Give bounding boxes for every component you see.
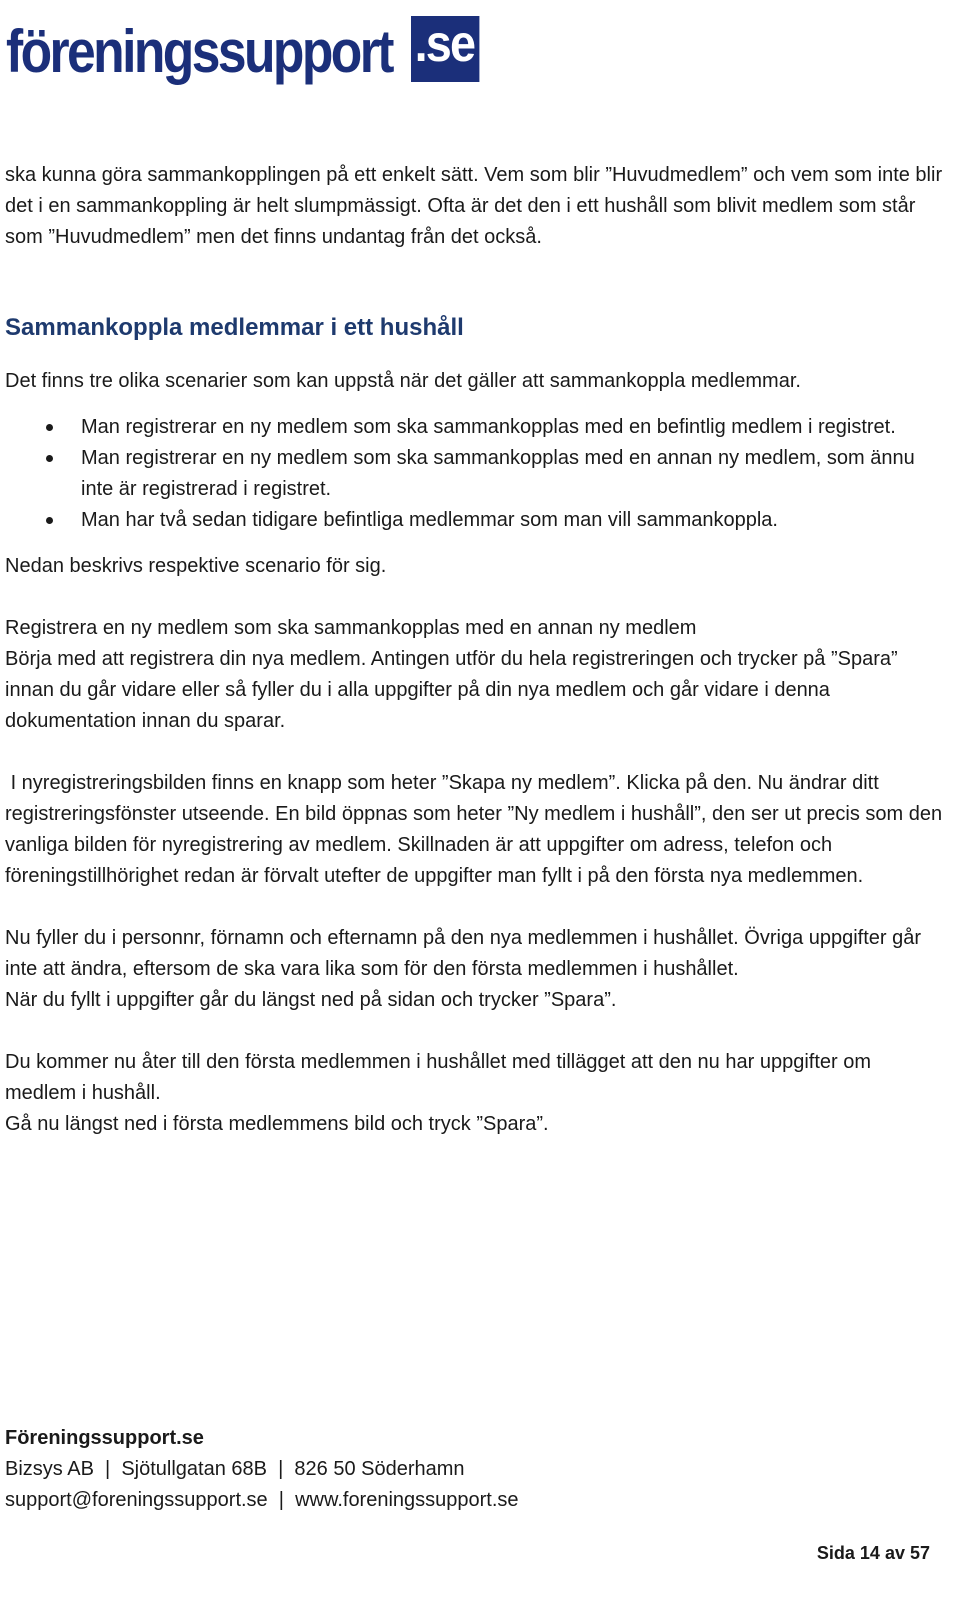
paragraph: I nyregistreringsbilden finns en knapp som heter ”Skapa ny medlem”. Klicka på den. Nu ändrar ditt registreringsfönster utseende. En bild öppnas som heter ”Ny medlem i hushåll”, den ser ut precis som den vanliga bilden för nyregistrering av medlem. Skillnaden är att uppgifter om adress, telefon och föreningstillhörighet redan är förvalt utefter de uppgifter man fyllt i på den första nya medlemmen.: [5, 772, 948, 887]
logo-se-box: .se: [411, 16, 480, 82]
logo-wordmark: föreningssupport: [6, 18, 392, 85]
bullet-icon: [46, 424, 53, 431]
spacer: [5, 582, 945, 613]
after-list-paragraph: Nedan beskrivs respektive scenario för sig.: [5, 555, 387, 577]
page-footer: [5, 1423, 945, 1516]
paragraph: Nu fyller du i personnr, förnamn och efternamn på den nya medlemmen i hushållet. Övriga uppgifter går inte att ändra, eftersom de ska vara lika som för den första medlemmen i hushållet.: [5, 927, 922, 980]
bullet-icon: [46, 517, 53, 524]
bullet-icon: [46, 455, 53, 462]
foreningssupport-logo: [6, 2, 474, 85]
list-item-text: Man registrerar en ny medlem som ska sammankopplas med en befintlig medlem i registret.: [81, 416, 896, 438]
section-heading: Sammankoppla medlemmar i ett hushåll: [5, 314, 464, 341]
paragraph-continuation: ska kunna göra sammankopplingen på ett enkelt sätt. Vem som blir ”Huvudmedlem” och vem som inte blir det i en sammankoppling är helt slumpmässigt. Ofta är det den i ett hushåll som blivit medlem som står som ”Huvudmedlem” men det finns undantag från det också.: [5, 164, 943, 248]
page-number: Sida 14 av 57: [816, 1543, 930, 1563]
paragraph: Börja med att registrera din nya medlem. Antingen utför du hela registreringen och trycker på ”Spara” innan du går vidare eller så fyller du i alla uppgifter på din nya medlem och går vidare i denna dokumentation innan du sparar.: [5, 648, 898, 732]
spacer: [5, 737, 945, 768]
list-item: [5, 443, 945, 505]
list-item-text: Man registrerar en ny medlem som ska sammankopplas med en annan ny medlem, som ännu inte är registrerad i registret.: [81, 447, 915, 500]
list-item-text: Man har två sedan tidigare befintliga medlemmar som man vill sammankoppla.: [81, 509, 778, 531]
paragraph: Du kommer nu åter till den första medlemmen i hushållet med tillägget att den nu har uppgifter om medlem i hushåll.: [5, 1051, 871, 1104]
footer-company: Föreningssupport.se: [5, 1427, 204, 1449]
footer-address: Bizsys AB | Sjötullgatan 68B | 826 50 Söderhamn: [5, 1458, 465, 1480]
paragraph: När du fyllt i uppgifter går du längst ned på sidan och trycker ”Spara”.: [5, 989, 617, 1011]
scenario-list: [5, 412, 945, 536]
paragraph: Gå nu längst ned i första medlemmens bild och tryck ”Spara”.: [5, 1113, 549, 1135]
spacer: [5, 253, 945, 284]
intro-paragraph: Det finns tre olika scenarier som kan uppstå när det gäller att sammankoppla medlemmar.: [5, 370, 801, 392]
spacer: [5, 1016, 945, 1047]
list-item: [5, 412, 945, 443]
document-body: [5, 160, 948, 1140]
list-item: [5, 505, 945, 536]
subsection-title: Registrera en ny medlem som ska sammankopplas med en annan ny medlem: [5, 617, 697, 639]
spacer: [5, 892, 945, 923]
footer-contact: support@foreningssupport.se | www.foreningssupport.se: [5, 1489, 519, 1511]
